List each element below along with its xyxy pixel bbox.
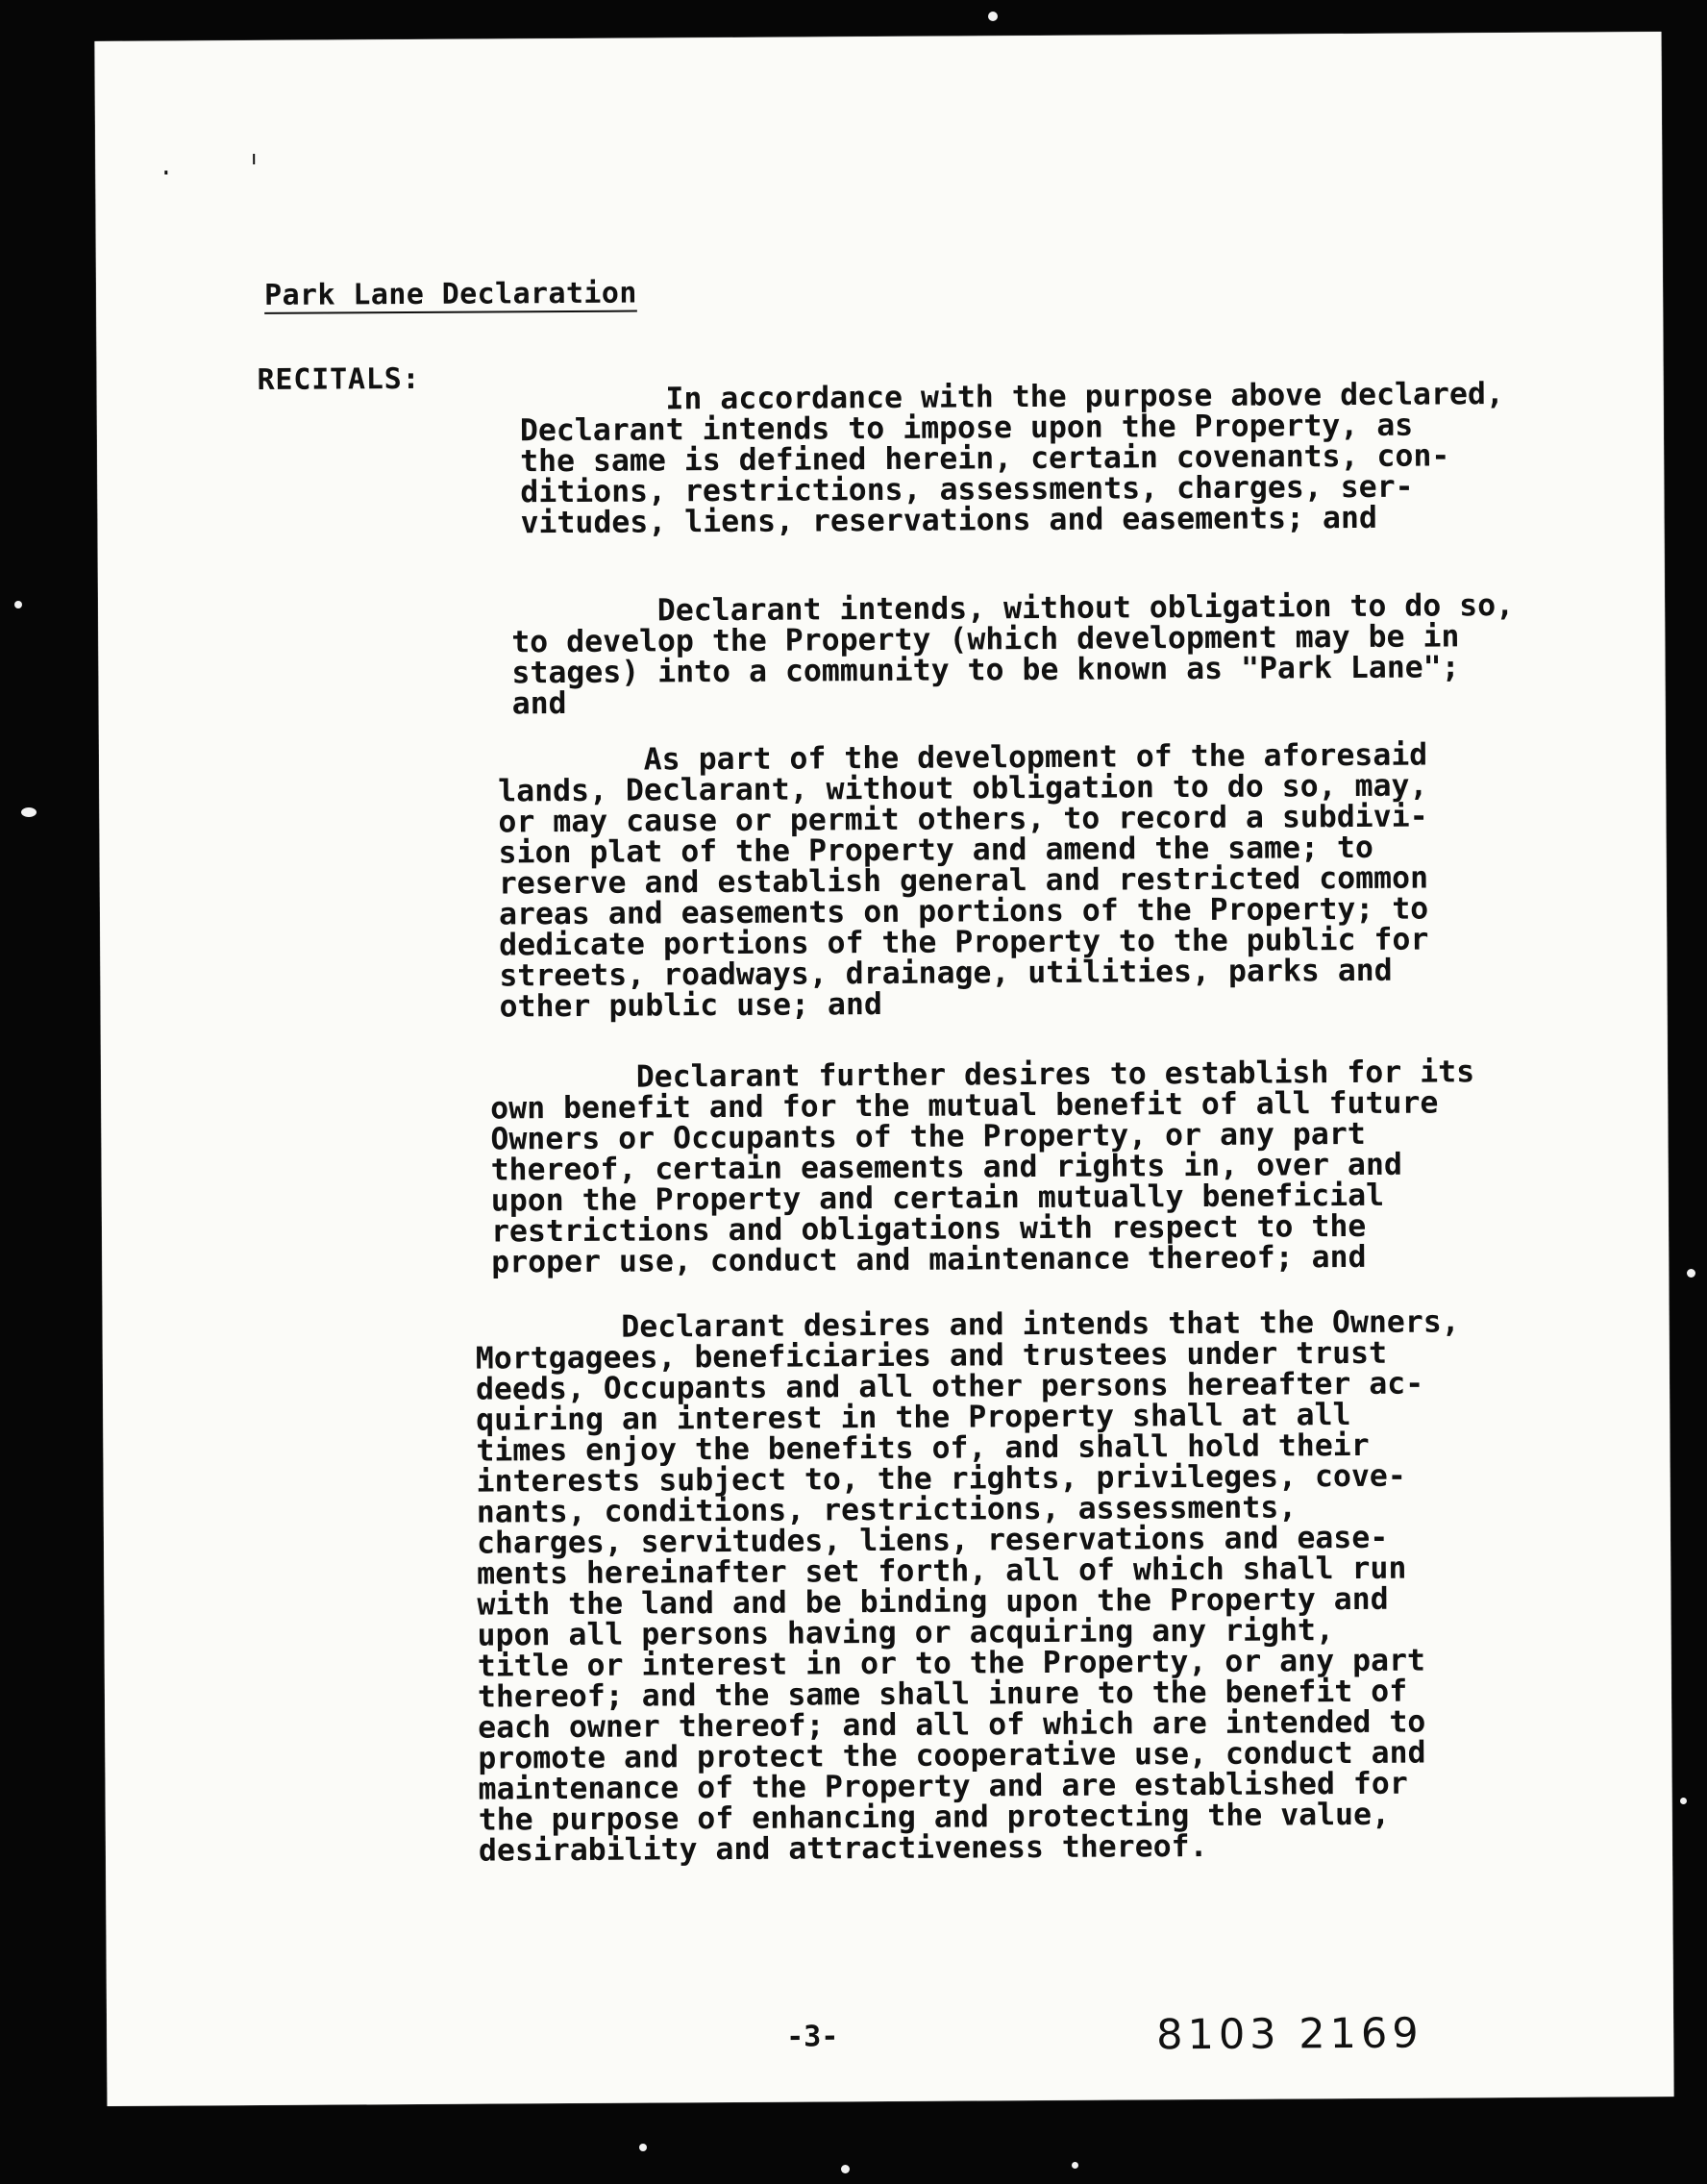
recital-paragraph-5: Declarant desires and intends that the Owners, Mortgagees, beneficiaries and trustees under trust deeds, Occupants and all other persons hereafter ac- quiring an interest in the Property shall at all times enjoy the benefits of, and shall hold their interests subject to, the rights, privileges, cove- nants, conditions, restrictions, assessments, charges, servitudes, liens, reservations and ease- ments hereinafter set forth, all of which shall run with the land and be binding upon the Property and upon all persons having or acquiring any right, title or interest in or to the Property, or any part thereof; and the same shall inure to the benefit of each owner thereof; and all of which are intended to promote and protect the cooperative use, conduct and maintenance of the Property and are established for the purpose of enhancing and protecting the value, desirability and attractiveness thereof. [475, 1304, 1460, 1869]
document-number: 8103 2169 [1155, 2009, 1423, 2060]
recital-paragraph-4: Declarant further desires to establish for its own benefit and for the mutual benefit of all future Owners or Occupants of the Property, or any part thereof, certain easements and rights in, over and upon the Property and certain mutually beneficial restrictions and obligations with respect to the proper use, conduct and maintenance thereof; and [489, 1055, 1475, 1280]
recital-paragraph-1: In accordance with the purpose above declared, Declarant intends to impose upon the Property, as the same is defined herein, certain covenants, con- ditions, restrictions, assessments, charges, ser- vitudes, liens, reservations and easements; and [519, 377, 1504, 541]
scan-speck [1072, 2162, 1078, 2169]
scan-mark [164, 171, 167, 175]
scan-speck [841, 2165, 850, 2173]
scan-speck [1680, 1798, 1687, 1804]
scan-speck [21, 807, 37, 817]
document-title: Park Lane Declaration [263, 276, 637, 312]
scan-speck [1687, 1269, 1695, 1278]
recital-paragraph-2: Declarant intends, without obligation to do so, to develop the Property (which development may be in stages) into a community to be known as "Park Lane"; and [510, 587, 1515, 722]
scan-speck [639, 2144, 647, 2151]
scan-speck [988, 12, 998, 21]
recital-paragraph-3: As part of the development of the aforesaid lands, Declarant, without obligation to do so, may, or may cause or permit others, to record a subdivi- sion plat of the Property and amend the same; to reserve and establish general and restricted common areas and easements on portions of the Property; to dedicate portions of the Property to the public for streets, roadways, drainage, utilities, parks and other public use; and [497, 737, 1429, 1025]
scan-mark [253, 154, 255, 164]
recitals-label: RECITALS: [257, 361, 421, 397]
page-number: -3- [786, 2020, 839, 2054]
document-page [94, 32, 1673, 2106]
scan-speck [14, 601, 22, 608]
